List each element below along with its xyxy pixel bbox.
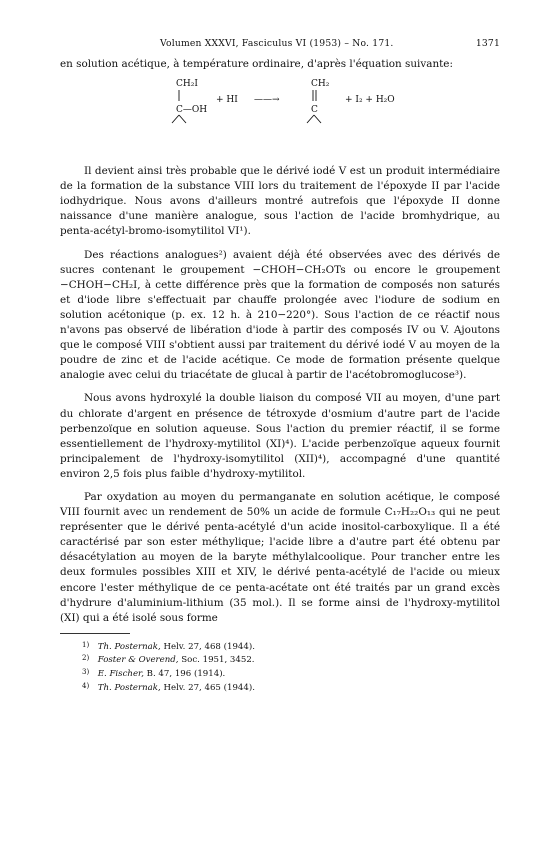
right-bottom-group: C xyxy=(311,105,318,116)
footnote-4 xyxy=(82,681,500,695)
left-branch-b xyxy=(179,115,186,123)
reaction-equation xyxy=(60,72,500,164)
footnote-reference: Soc. 1951, 3452. xyxy=(181,655,255,666)
products: + I₂ + H₂O xyxy=(345,95,395,106)
reagent-hi: + HI xyxy=(216,95,238,106)
running-head-title: Volumen XXXVI, Fasciculus VI (1953) – No. 171. xyxy=(160,38,394,49)
left-top-group: CH₂I xyxy=(176,79,198,90)
footnotes xyxy=(60,640,500,694)
footnote-reference: Helv. 27, 465 (1944). xyxy=(163,682,255,693)
right-top-group: CH₂ xyxy=(311,79,330,90)
reaction-scheme xyxy=(60,72,500,164)
paragraph-5: Par oxydation au moyen du permanganate en solution acétique, le composé VIII fournit avec un rendement de 50% un acide de formule C₁₇H₂₂O₁₃ qui ne peut représenter que le dérivé penta-acétylé d'un acide inositol-carboxylique. Il a été caractérisé par son ester méthylique; l'acide libre a d'autre part été obtenu par désacétylation au moyen de la baryte méthylalcoolique. Pour trancher entre les deux formules possibles XIII et XIV, le dérivé penta-acétylé de l'acide ou mieux encore l'ester méthylique de ce penta-acétate ont été traités par un grand excès d'hydrure d'aluminium-lithium (35 mol.). Il se forme ainsi de l'hydroxy-mytilitol (XI) qui a été isolé sous forme xyxy=(60,490,500,624)
page-number: 1371 xyxy=(475,38,500,49)
paragraph-3: Des réactions analogues²) avaient déjà été observées avec des dérivés de sucres contenant le groupement −CHOH−CH₂OTs ou encore le groupement −CHOH−CH₂I, à cette différence près que la formation de composés non saturés et d'iode libre s'effectuait par chauffe prolongée avec l'iodure de sodium en solution acétonique (p. ex. 12 h. à 210−220°). Sous l'action de ce réactif nous n'avons pas observé de libération d'iode à partir des composés IV ou V. Ajoutons que le composé VIII s'obtient aussi par traitement du dérivé iodé V au moyen de la poudre de zinc et de l'acide acétique. Ce mode de formation présente quelque analogie avec celui du triacétate de glucal à partir de l'acétobromoglucose³). xyxy=(60,248,500,382)
footnote-mark: 3) xyxy=(82,668,90,676)
paragraph-intro: en solution acétique, à température ordinaire, d'après l'équation suivante: xyxy=(60,58,453,70)
footnote-mark: 2) xyxy=(82,654,90,663)
footnote-mark: 4) xyxy=(82,681,90,690)
footnote-mark: 1) xyxy=(82,640,90,649)
right-branch-b xyxy=(314,115,321,123)
footnote-author: Foster & Overend, xyxy=(97,655,179,666)
footnote-author: Th. Posternak, xyxy=(97,682,161,693)
journal-page xyxy=(60,36,500,694)
running-head xyxy=(60,36,500,52)
paragraph-2: Il devient ainsi très probable que le dérivé iodé V est un produit intermédiaire de la formation de la substance VIII lors du traitement de l'époxyde II par l'acide iodhydrique. Nous avons d'ailleurs montré autrefois que l'époxyde II donne naissance d'une manière analogue, sous l'action de l'acide bromhydrique, au penta-acétyl-bromo-isomytilitol VI¹). xyxy=(60,165,500,238)
right-branch-a xyxy=(307,115,314,123)
paragraph-4: Nous avons hydroxylé la double liaison du composé VII au moyen, d'une part du chlorate d'argent en présence de tétroxyde d'osmium d'autre part de l'acide perbenzoïque en solution aqueuse. Sous l'action du premier réactif, il se forme essentiellement de l'hydroxy-mytilitol (XI)⁴). L'acide perbenzoïque aqueux fournit principalement de l'hydroxy-isomytilitol (XII)⁴), accompagné d'une quantité environ 2,5 fois plus faible d'hydroxy-mytilitol. xyxy=(60,392,500,480)
footnote-divider xyxy=(60,633,130,634)
footnote-author: E. Fischer, xyxy=(97,669,144,679)
footnote-reference: Helv. 27, 468 (1944). xyxy=(163,641,255,652)
footnote-reference: B. 47, 196 (1914). xyxy=(146,669,226,679)
footnote-3 xyxy=(82,667,500,681)
reaction-arrow: ——→ xyxy=(254,95,280,106)
footnote-2 xyxy=(82,653,500,667)
left-bottom-group: C—OH xyxy=(176,105,208,116)
footnote-author: Th. Posternak, xyxy=(97,641,161,652)
footnote-1 xyxy=(82,640,500,654)
left-branch-a xyxy=(172,115,179,123)
